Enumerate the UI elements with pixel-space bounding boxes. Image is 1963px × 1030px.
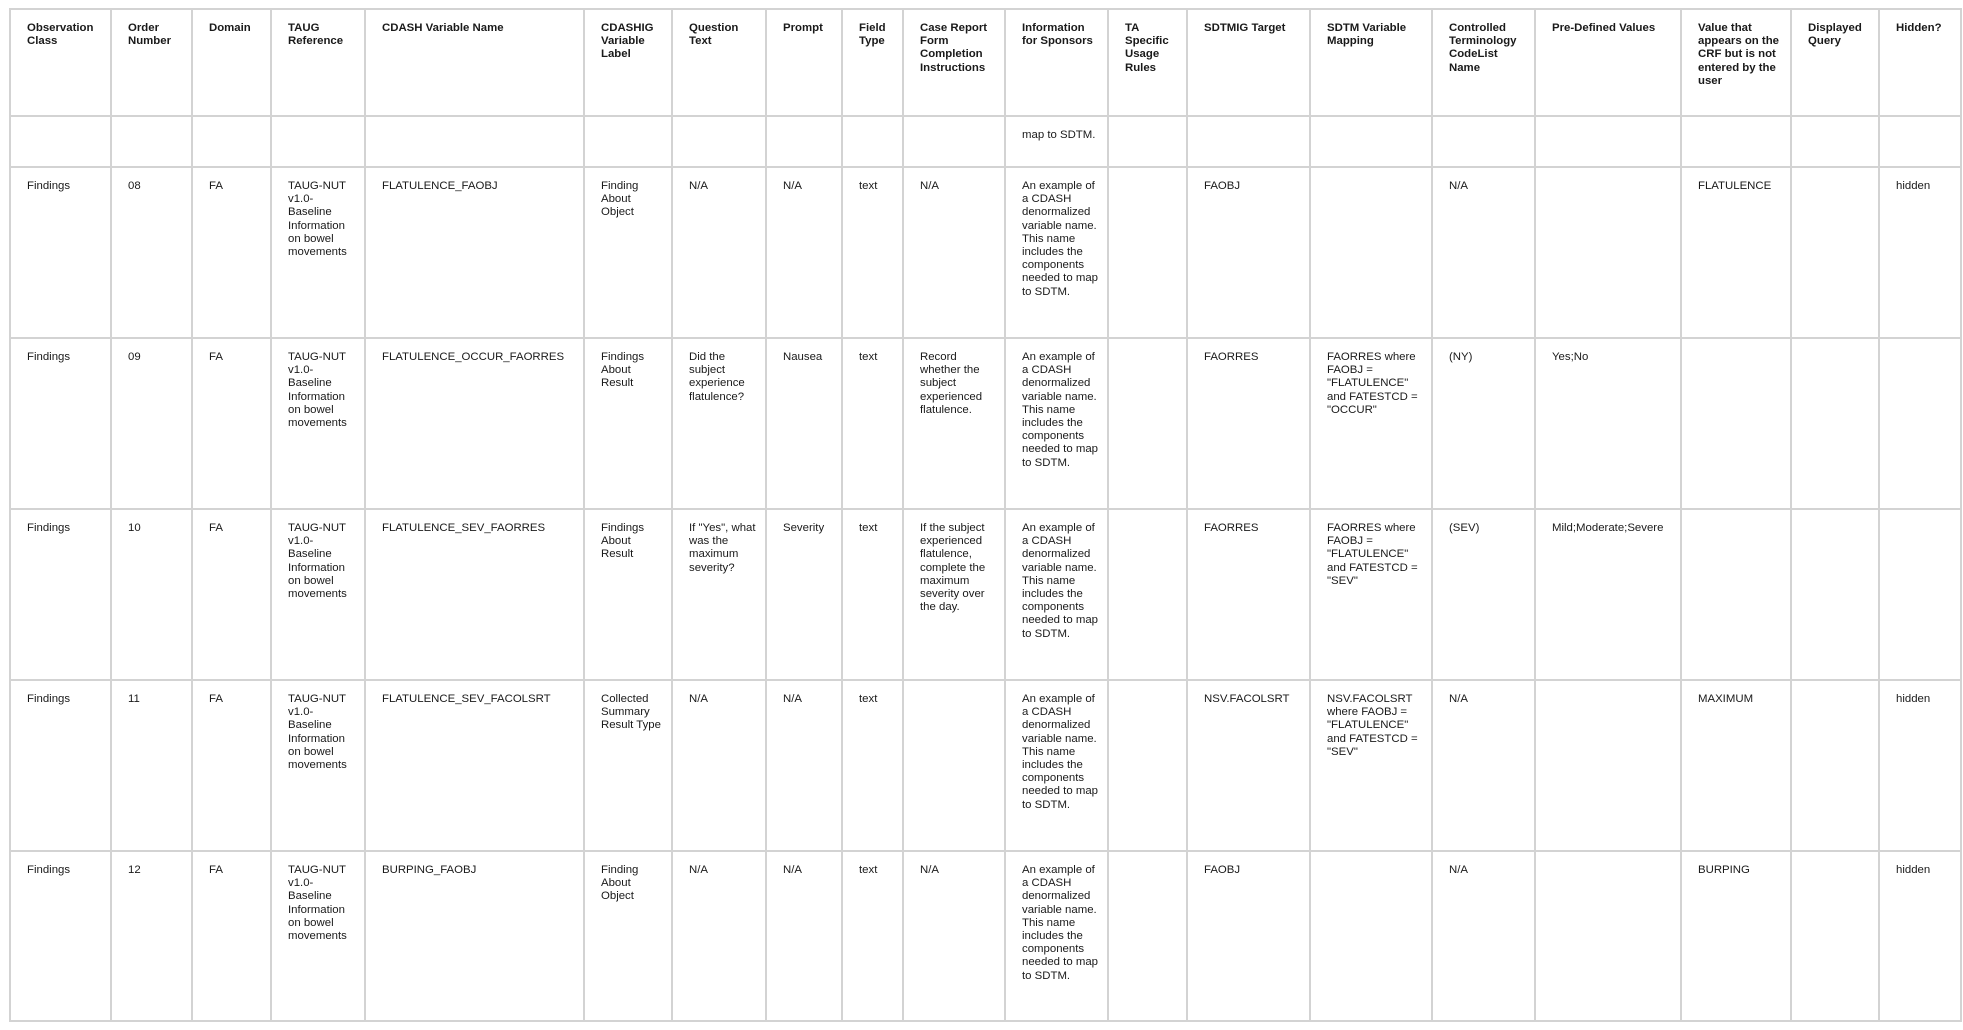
cell-completion-instructions: If the subject experienced flatulence, complete the maximum severity over the day. — [903, 509, 1005, 680]
cell-pre-defined-values — [1535, 116, 1681, 167]
header-ta-specific-usage-rules: TA Specific Usage Rules — [1108, 9, 1187, 116]
cell-sdtm-variable-mapping: FAORRES where FAOBJ = "FLATULENCE" and FATESTCD = "OCCUR" — [1310, 338, 1432, 509]
cell-controlled-terminology: (SEV) — [1432, 509, 1535, 680]
cell-cdash-variable-name — [365, 116, 584, 167]
cell-prompt: Nausea — [766, 338, 842, 509]
cell-displayed-query — [1791, 338, 1879, 509]
cell-domain: FA — [192, 338, 271, 509]
cell-taug-reference: TAUG-NUT v1.0-Baseline Information on bowel movements — [271, 851, 365, 1021]
cell-order-number: 08 — [111, 167, 192, 338]
cell-completion-instructions — [903, 116, 1005, 167]
cell-field-type: text — [842, 167, 903, 338]
cell-prompt: N/A — [766, 167, 842, 338]
cell-crf-value-not-entered — [1681, 116, 1791, 167]
table-row — [10, 338, 1961, 509]
cell-observation-class: Findings — [10, 851, 111, 1021]
cell-completion-instructions: N/A — [903, 851, 1005, 1021]
cell-hidden — [1879, 116, 1961, 167]
cell-pre-defined-values: Yes;No — [1535, 338, 1681, 509]
cell-taug-reference: TAUG-NUT v1.0-Baseline Information on bowel movements — [271, 509, 365, 680]
header-sdtmig-target: SDTMIG Target — [1187, 9, 1310, 116]
cell-field-type: text — [842, 509, 903, 680]
cell-pre-defined-values — [1535, 851, 1681, 1021]
cell-prompt: N/A — [766, 851, 842, 1021]
table-row — [10, 680, 1961, 851]
cell-completion-instructions — [903, 680, 1005, 851]
cell-order-number: 12 — [111, 851, 192, 1021]
cell-cdashig-variable-label: Findings About Result — [584, 509, 672, 680]
cell-cdash-variable-name: FLATULENCE_OCCUR_FAORRES — [365, 338, 584, 509]
header-row — [10, 9, 1961, 116]
table-row — [10, 116, 1961, 167]
cell-observation-class: Findings — [10, 338, 111, 509]
cell-order-number: 10 — [111, 509, 192, 680]
cell-cdashig-variable-label: Findings About Result — [584, 338, 672, 509]
cell-field-type: text — [842, 851, 903, 1021]
cell-observation-class: Findings — [10, 680, 111, 851]
header-sdtm-variable-mapping: SDTM Variable Mapping — [1310, 9, 1432, 116]
cell-taug-reference — [271, 116, 365, 167]
cell-sdtm-variable-mapping — [1310, 167, 1432, 338]
cell-sdtmig-target — [1187, 116, 1310, 167]
header-cdashig-variable-label: CDASHIG Variable Label — [584, 9, 672, 116]
cell-information-for-sponsors: An example of a CDASH denormalized variable name. This name includes the components needed to map to SDTM. — [1005, 509, 1108, 680]
cell-question-text — [672, 116, 766, 167]
cell-displayed-query — [1791, 851, 1879, 1021]
cell-sdtm-variable-mapping: NSV.FACOLSRT where FAOBJ = "FLATULENCE" and FATESTCD = "SEV" — [1310, 680, 1432, 851]
cell-ta-specific-usage-rules — [1108, 338, 1187, 509]
header-pre-defined-values: Pre-Defined Values — [1535, 9, 1681, 116]
cell-prompt: Severity — [766, 509, 842, 680]
cell-domain: FA — [192, 680, 271, 851]
cell-sdtmig-target: FAORRES — [1187, 338, 1310, 509]
cell-pre-defined-values — [1535, 680, 1681, 851]
cell-question-text: N/A — [672, 851, 766, 1021]
header-displayed-query: Displayed Query — [1791, 9, 1879, 116]
cell-ta-specific-usage-rules — [1108, 116, 1187, 167]
header-prompt: Prompt — [766, 9, 842, 116]
cell-ta-specific-usage-rules — [1108, 851, 1187, 1021]
cell-sdtmig-target: FAOBJ — [1187, 167, 1310, 338]
cell-order-number: 09 — [111, 338, 192, 509]
cell-controlled-terminology: N/A — [1432, 851, 1535, 1021]
cell-displayed-query — [1791, 116, 1879, 167]
cell-question-text: Did the subject experience flatulence? — [672, 338, 766, 509]
cell-displayed-query — [1791, 680, 1879, 851]
header-completion-instructions: Case Report Form Completion Instructions — [903, 9, 1005, 116]
cell-order-number: 11 — [111, 680, 192, 851]
cell-question-text: N/A — [672, 167, 766, 338]
cell-completion-instructions: N/A — [903, 167, 1005, 338]
cell-prompt: N/A — [766, 680, 842, 851]
cell-cdashig-variable-label: Collected Summary Result Type — [584, 680, 672, 851]
cell-cdashig-variable-label: Finding About Object — [584, 851, 672, 1021]
cell-completion-instructions: Record whether the subject experienced flatulence. — [903, 338, 1005, 509]
header-crf-value-not-entered: Value that appears on the CRF but is not entered by the user — [1681, 9, 1791, 116]
cell-cdashig-variable-label — [584, 116, 672, 167]
cell-taug-reference: TAUG-NUT v1.0-Baseline Information on bowel movements — [271, 338, 365, 509]
cell-cdash-variable-name: BURPING_FAOBJ — [365, 851, 584, 1021]
header-field-type: Field Type — [842, 9, 903, 116]
cell-sdtm-variable-mapping — [1310, 851, 1432, 1021]
header-information-for-sponsors: Information for Sponsors — [1005, 9, 1108, 116]
cell-ta-specific-usage-rules — [1108, 167, 1187, 338]
cell-cdashig-variable-label: Finding About Object — [584, 167, 672, 338]
cell-taug-reference: TAUG-NUT v1.0-Baseline Information on bowel movements — [271, 167, 365, 338]
table-row — [10, 167, 1961, 338]
cell-field-type: text — [842, 338, 903, 509]
cell-question-text: If "Yes", what was the maximum severity? — [672, 509, 766, 680]
cell-sdtmig-target: FAORRES — [1187, 509, 1310, 680]
cell-hidden — [1879, 338, 1961, 509]
cell-displayed-query — [1791, 509, 1879, 680]
cell-information-for-sponsors: An example of a CDASH denormalized variable name. This name includes the components needed to map to SDTM. — [1005, 167, 1108, 338]
header-controlled-terminology: Controlled Terminology CodeList Name — [1432, 9, 1535, 116]
cell-sdtmig-target: FAOBJ — [1187, 851, 1310, 1021]
cell-crf-value-not-entered — [1681, 338, 1791, 509]
cell-controlled-terminology — [1432, 116, 1535, 167]
header-domain: Domain — [192, 9, 271, 116]
cell-order-number — [111, 116, 192, 167]
cell-observation-class — [10, 116, 111, 167]
cell-question-text: N/A — [672, 680, 766, 851]
cell-displayed-query — [1791, 167, 1879, 338]
cell-sdtm-variable-mapping — [1310, 116, 1432, 167]
table-row — [10, 509, 1961, 680]
cell-hidden: hidden — [1879, 851, 1961, 1021]
cell-ta-specific-usage-rules — [1108, 509, 1187, 680]
header-hidden: Hidden? — [1879, 9, 1961, 116]
cell-field-type — [842, 116, 903, 167]
cell-crf-value-not-entered: MAXIMUM — [1681, 680, 1791, 851]
cell-hidden: hidden — [1879, 680, 1961, 851]
cell-information-for-sponsors: map to SDTM. — [1005, 116, 1108, 167]
cell-domain: FA — [192, 509, 271, 680]
cell-cdash-variable-name: FLATULENCE_FAOBJ — [365, 167, 584, 338]
cell-crf-value-not-entered — [1681, 509, 1791, 680]
cell-cdash-variable-name: FLATULENCE_SEV_FACOLSRT — [365, 680, 584, 851]
cell-crf-value-not-entered: BURPING — [1681, 851, 1791, 1021]
header-cdash-variable-name: CDASH Variable Name — [365, 9, 584, 116]
cell-controlled-terminology: N/A — [1432, 680, 1535, 851]
cell-cdash-variable-name: FLATULENCE_SEV_FAORRES — [365, 509, 584, 680]
cell-pre-defined-values: Mild;Moderate;Severe — [1535, 509, 1681, 680]
cell-sdtm-variable-mapping: FAORRES where FAOBJ = "FLATULENCE" and FATESTCD = "SEV" — [1310, 509, 1432, 680]
cell-hidden — [1879, 509, 1961, 680]
cell-crf-value-not-entered: FLATULENCE — [1681, 167, 1791, 338]
cell-ta-specific-usage-rules — [1108, 680, 1187, 851]
header-order-number: Order Number — [111, 9, 192, 116]
header-question-text: Question Text — [672, 9, 766, 116]
header-taug-reference: TAUG Reference — [271, 9, 365, 116]
cell-sdtmig-target: NSV.FACOLSRT — [1187, 680, 1310, 851]
cell-observation-class: Findings — [10, 167, 111, 338]
cell-taug-reference: TAUG-NUT v1.0-Baseline Information on bowel movements — [271, 680, 365, 851]
cell-information-for-sponsors: An example of a CDASH denormalized variable name. This name includes the components needed to map to SDTM. — [1005, 680, 1108, 851]
cell-information-for-sponsors: An example of a CDASH denormalized variable name. This name includes the components needed to map to SDTM. — [1005, 851, 1108, 1021]
crf-metadata-table — [9, 8, 1962, 1022]
cell-domain: FA — [192, 167, 271, 338]
table-row — [10, 851, 1961, 1021]
cell-pre-defined-values — [1535, 167, 1681, 338]
cell-information-for-sponsors: An example of a CDASH denormalized variable name. This name includes the components needed to map to SDTM. — [1005, 338, 1108, 509]
cell-observation-class: Findings — [10, 509, 111, 680]
header-observation-class: Observation Class — [10, 9, 111, 116]
cell-domain — [192, 116, 271, 167]
cell-domain: FA — [192, 851, 271, 1021]
cell-hidden: hidden — [1879, 167, 1961, 338]
cell-field-type: text — [842, 680, 903, 851]
cell-prompt — [766, 116, 842, 167]
cell-controlled-terminology: N/A — [1432, 167, 1535, 338]
cell-controlled-terminology: (NY) — [1432, 338, 1535, 509]
